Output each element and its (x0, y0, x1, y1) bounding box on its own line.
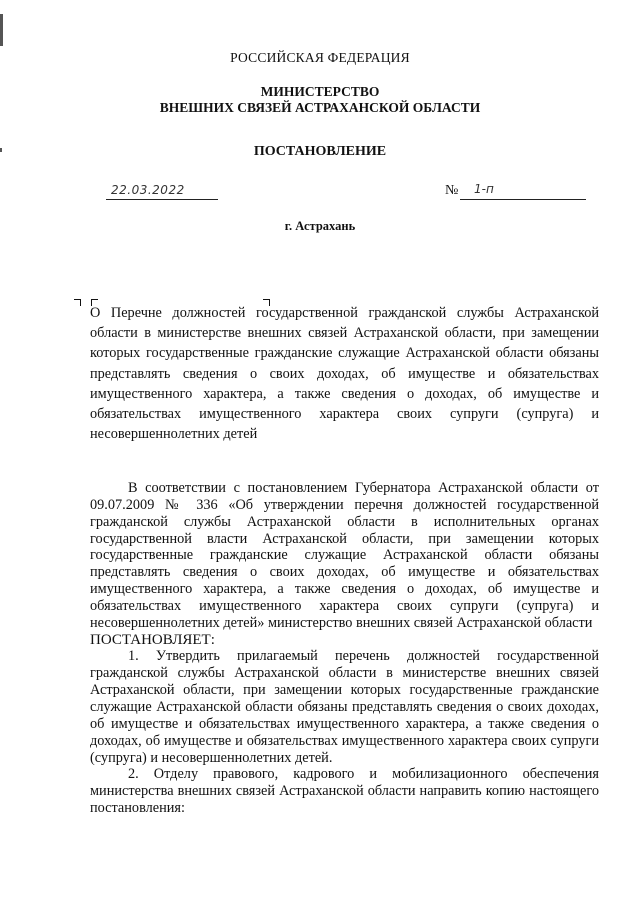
number-label: № (445, 183, 459, 198)
document-body (90, 480, 599, 817)
city-line: г. Астрахань (284, 219, 356, 233)
handwritten-number: 1-п (474, 182, 494, 196)
preamble-paragraph: В соответствии с постановлением Губернатора Астраханской области от 09.07.2009 № 336 «Об утверждении перечня должностей государственной гражданской службы Астраханской области в исполнительных органах государственной власти Астраханской области, при замещении которых государственные гражданские служащие Астраханской области обязаны представлять сведения о своих доходах, об имуществе и обязательствах имущественного характера, а также сведения о доходах, об имуществе и обязательствах имущественного характера своих супруги (супруга) и несовершеннолетних детей» министерство внешних связей Астраханской области (90, 480, 599, 631)
title-corner-mark (74, 299, 81, 306)
ministry-line-2: ВНЕШНИХ СВЯЗЕЙ АСТРАХАНСКОЙ ОБЛАСТИ (159, 100, 481, 115)
handwritten-date: 22.03.2022 (111, 183, 185, 197)
number-field (460, 182, 586, 200)
item-2-paragraph: 2. Отделу правового, кадрового и мобилизационного обеспечения министерства внешних связей Астраханской области направить копию настоящего постановления: (90, 766, 599, 817)
ministry-header (0, 84, 640, 116)
document-title: О Перечне должностей государственной гражданской службы Астраханской области в министерстве внешних связей Астраханской области, при замещении которых государственные гражданские служащие Астраханской области обязаны представлять сведения о своих доходах, об имуществе и обязательствах имущественного характера, а также сведения о доходах, об имуществе и обязательствах имущественного характера своих супруги (супруга) и несовершеннолетних детей (90, 305, 599, 443)
scan-edge-mark (0, 14, 3, 46)
date-field (106, 182, 218, 200)
ministry-line-1: МИНИСТЕРСТВО (260, 84, 380, 99)
resolves-heading: ПОСТАНОВЛЯЕТ: (90, 631, 215, 648)
document-type: ПОСТАНОВЛЕНИЕ (253, 144, 387, 159)
country-header: РОССИЙСКАЯ ФЕДЕРАЦИЯ (230, 50, 410, 65)
item-1-paragraph: 1. Утвердить прилагаемый перечень должностей государственной гражданской службы Астраханской области в министерстве внешних связей Астраханской области, при замещении которых государственные гражданские служащие Астраханской области обязаны представлять сведения о своих доходах, об имуществе и обязательствах имущественного характера, а также сведения о доходах, об имуществе и обязательствах имущественного характера своих супруги (супруга) и несовершеннолетних детей. (90, 648, 599, 766)
